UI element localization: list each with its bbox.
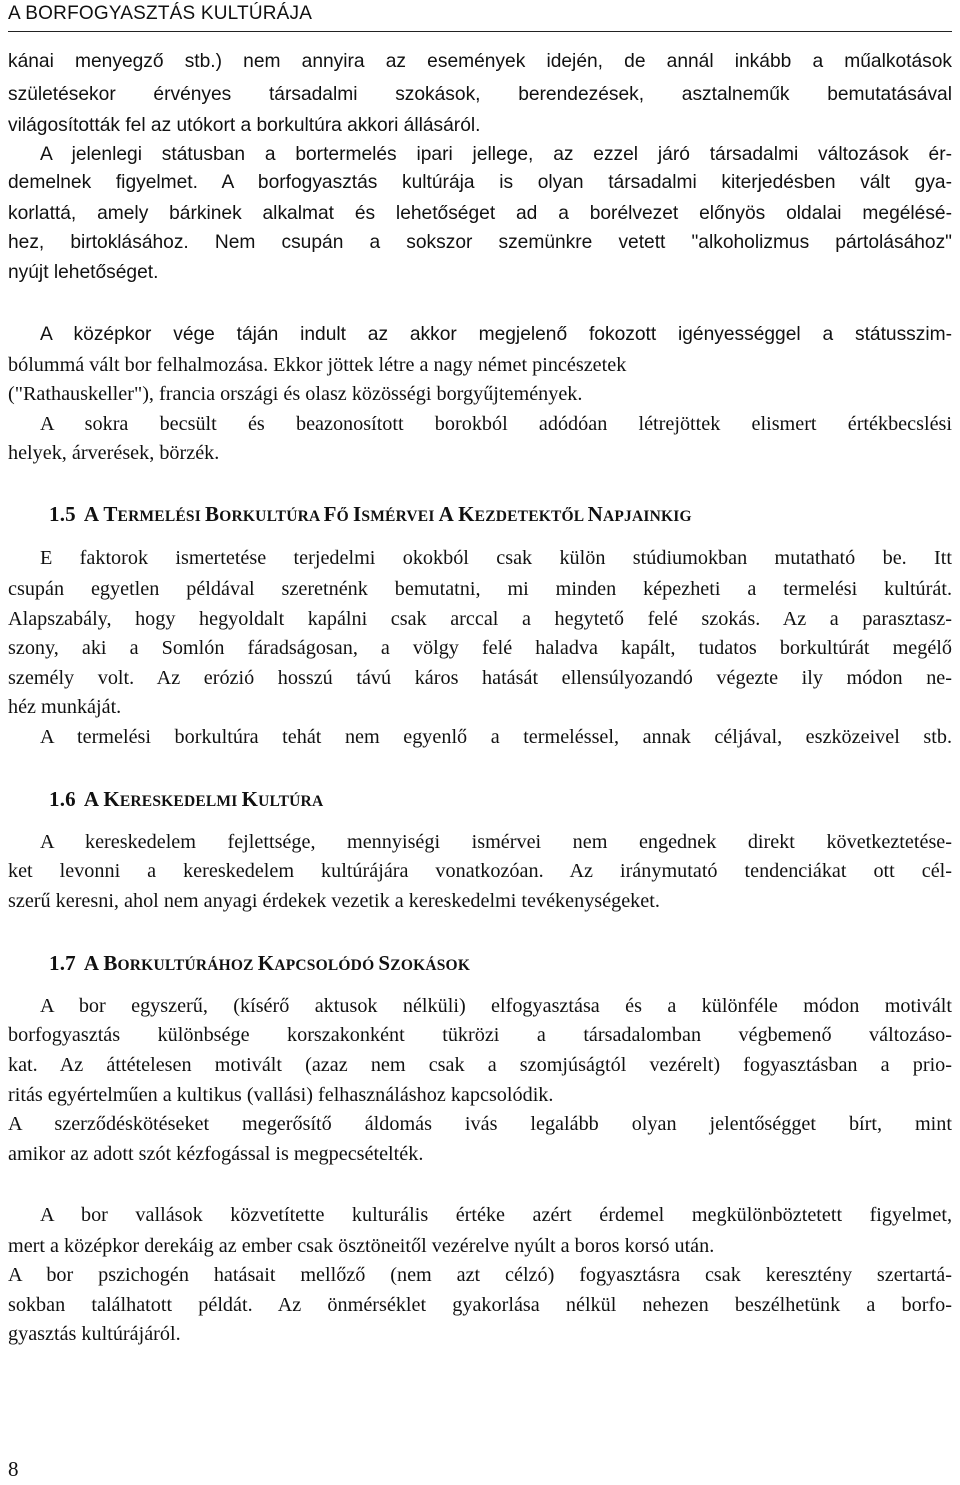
text-line: személy volt. Az erózió hosszú távú káros hatását ellensúlyozandó végezte ily módon ne- [8,667,952,689]
text-line: amikor az adott szót kézfogással is megpecsételték. [8,1143,424,1165]
text-line: kat. Az áttételesen motivált (azaz nem csak a szomjúságtól vezérelt) fogyasztásban a prio- [8,1054,952,1076]
header-rule [8,31,952,32]
section-heading-1-5 [49,499,692,529]
text-line: csupán egyetlen példával szeretnénk bemutatni, mi minden képezheti a termelési kultúrát. [8,578,952,600]
text-line: helyek, árverések, börzék. [8,442,220,464]
text-line: kánai menyegző stb.) nem annyira az események idején, de annál inkább a műalkotások [8,51,952,72]
section-number: 1.7 [49,951,76,975]
text-line: születésekor érvényes társadalmi szokások, berendezések, asztalneműk bemutatásával [8,84,952,105]
text-line: A bor egyszerű, (kísérő aktusok nélküli) elfogyasztása és a különféle módon motivált [40,995,952,1017]
page-number: 8 [8,1457,19,1481]
text-line: szony, aki a Somlón fáradságosan, a völgy felé haladva kapált, tudatos borkultúrát megélő [8,637,952,659]
text-line: ket levonni a kereskedelem kultúrájára vonatkozóan. Az iránymutató tendenciákat ott cél- [8,860,952,882]
text-line: sokban találhatott példát. Az önmérséklet gyakorlása nélkül nehezen beszélhetünk a borfo- [8,1294,952,1316]
text-line: A szerződéskötéseket megerősítő áldomás ivás legalább olyan jelentőségget bírt, mint [8,1113,952,1135]
section-title: A BORKULTÚRÁHOZ KAPCSOLÓDÓ SZOKÁSOK [83,951,471,975]
section-number: 1.6 [49,787,76,811]
text-line: szerű keresni, ahol nem anyagi érdekek vezetik a kereskedelmi tevékenységeket. [8,890,660,912]
text-line: A bor vallások közvetítette kulturális értéke azért érdemel megkülönböztetett figyelmet, [40,1204,952,1226]
text-line: korlattá, amely bárkinek alkalmat és lehetőséget ad a borélvezet előnyös oldalai megélésé- [8,203,952,224]
text-line: nyújt lehetőséget. [8,262,159,283]
section-title: A KERESKEDELMI KULTÚRA [83,787,324,811]
text-line: A termelési borkultúra tehát nem egyenlő a termeléssel, annak céljával, eszközeivel stb. [40,726,952,748]
text-line: bólummá vált bor felhalmozása. Ekkor jöttek létre a nagy német pincészetek [8,354,627,376]
text-line: borfogyasztás különbsége korszakonként tükrözi a társadalomban végbemenő változáso- [8,1024,952,1046]
text-line: ("Rathauskeller"), francia országi és olasz közösségi borgyűjtemények. [8,383,583,405]
text-line: világosították fel az utókort a borkultúra akkori állásáról. [8,115,481,136]
text-line: E faktorok ismertetése terjedelmi okokból csak külön stúdiumokban mutatható be. Itt [40,547,952,569]
section-heading-1-7 [49,948,470,978]
text-line: ritás egyértelműen a kultikus (vallási) felhasználáshoz kapcsolódik. [8,1084,554,1106]
running-header: A BORFOGYASZTÁS KULTÚRÁJA [8,3,313,24]
text-line: A bor pszichogén hatásait mellőző (nem azt célzó) fogyasztásra csak keresztény szertartá- [8,1264,952,1286]
text-line: Alapszabály, hogy hegyoldalt kapálni csak arccal a hegytető felé szokás. Az a parasztasz- [8,608,952,630]
text-line: A sokra becsült és beazonosított borokból adódóan létrejöttek elismert értékbecslési [40,413,952,435]
text-line: A kereskedelem fejlettsége, mennyiségi ismérvei nem engednek direkt következtetése- [40,831,952,853]
text-line: demelnek figyelmet. A borfogyasztás kultúrája is olyan társadalmi kiterjedésben vált gya- [8,172,952,193]
section-number: 1.5 [49,502,76,526]
text-line: A középkor vége táján indult az akkor megjelenő fokozott igényességgel a státusszim- [40,324,952,345]
text-line: mert a középkor derekáig az ember csak ösztöneitől vezérelve nyúlt a boros korsó után. [8,1235,715,1257]
text-line: hez, birtoklásához. Nem csupán a sokszor szemünkre vetett "alkoholizmus pártolásához" [8,232,952,253]
section-heading-1-6 [49,784,323,814]
text-line: gyasztás kultúrájáról. [8,1323,181,1345]
text-line: héz munkáját. [8,696,122,718]
text-line: A jelenlegi státusban a bortermelés ipari jellege, az ezzel járó társadalmi változások ér- [40,144,952,165]
section-title: A TERMELÉSI BORKULTÚRA FŐ ISMÉRVEI A KEZDETEKTŐL NAPJAINKIG [83,502,692,526]
